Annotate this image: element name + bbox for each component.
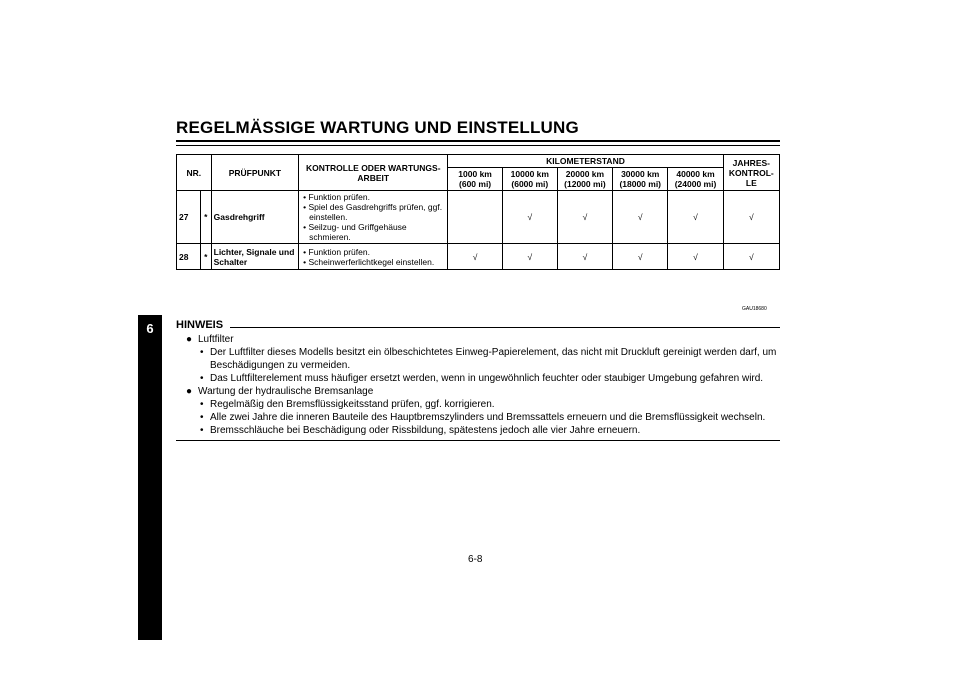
check-cell: √ xyxy=(502,191,557,244)
hinweis-rule xyxy=(230,327,780,328)
row-item: Gasdrehgriff xyxy=(211,191,299,244)
header-kontrolle: KONTROLLE ODER WARTUNGS-ARBEIT xyxy=(299,155,448,191)
table-header-row xyxy=(177,155,780,168)
check-cell: √ xyxy=(557,191,612,244)
check-cell: √ xyxy=(723,191,779,244)
check-cell: √ xyxy=(723,244,779,270)
note-subitem: • Regelmäßig den Bremsflüssigkeitsstand prüfen, ggf. korrigieren. xyxy=(200,399,495,410)
notes-bottom-rule xyxy=(176,440,780,441)
check-cell: √ xyxy=(613,191,668,244)
page-number: 6-8 xyxy=(468,554,483,565)
check-cell: √ xyxy=(668,191,723,244)
page-title: REGELMÄSSIGE WARTUNG UND EINSTELLUNG xyxy=(176,118,579,137)
row-number: 28 xyxy=(177,244,201,270)
action-item: • Seilzug- und Griffgehäuse schmieren. xyxy=(303,222,407,242)
header-km-40000: 40000 km (24000 mi) xyxy=(668,168,723,191)
bullet-icon: ● xyxy=(186,334,193,345)
header-km-20000: 20000 km (12000 mi) xyxy=(557,168,612,191)
action-item: • Funktion prüfen. xyxy=(303,246,370,257)
row-number: 27 xyxy=(177,191,201,244)
check-cell: √ xyxy=(557,244,612,270)
action-item: • Funktion prüfen. xyxy=(303,192,370,202)
check-cell: √ xyxy=(448,244,503,270)
note-subitem: • Alle zwei Jahre die inneren Bauteile des Hauptbremszylinders und Bremssattels erneuern und die Bremsflüssigkeit wechseln. xyxy=(200,412,766,423)
note-label: Luftfilter xyxy=(198,334,234,345)
note-subitem: • Bremsschläuche bei Beschädigung oder Rissbildung, spätestens jedoch alle vier Jahre erneuern. xyxy=(200,425,641,436)
bullet-icon: ● xyxy=(186,386,193,397)
row-item: Lichter, Signale und Schalter xyxy=(211,244,299,270)
table-row xyxy=(177,244,780,270)
check-cell: √ xyxy=(668,244,723,270)
header-kilometerstand: KILOMETERSTAND xyxy=(448,155,723,168)
note-label: Wartung der hydraulische Bremsanlage xyxy=(198,386,374,397)
header-km-1000: 1000 km (600 mi) xyxy=(448,168,503,191)
note-subitem: • Der Luftfilter dieses Modells besitzt ein ölbeschichtetes Einweg-Papierelement, das nicht mit Druckluft gereinigt werden darf, um Beschädigungen zu vermeiden. xyxy=(200,347,777,371)
header-jahreskontrolle: JAHRES-KONTROL-LE xyxy=(723,155,779,191)
hinweis-heading: HINWEIS xyxy=(176,319,224,331)
action-item: • Scheinwerferlichtkegel einstellen. xyxy=(303,256,435,267)
row-star: * xyxy=(200,191,211,244)
chapter-number: 6 xyxy=(146,321,154,336)
table-row xyxy=(177,191,780,244)
maintenance-table xyxy=(176,154,780,270)
check-cell: √ xyxy=(502,244,557,270)
title-rule xyxy=(176,140,780,142)
header-pruefpunkt: PRÜFPUNKT xyxy=(211,155,299,191)
row-actions xyxy=(299,191,448,244)
check-cell xyxy=(448,191,503,244)
document-code: GAU18680 xyxy=(742,306,767,312)
header-km-30000: 30000 km (18000 mi) xyxy=(613,168,668,191)
note-item xyxy=(186,385,780,398)
check-cell: √ xyxy=(613,244,668,270)
chapter-tab xyxy=(138,315,162,640)
note-subitem: • Das Luftfilterelement muss häufiger ersetzt werden, wenn in ungewöhnlich feuchter oder staubiger Umgebung gefahren wird. xyxy=(200,373,764,384)
header-nr: NR. xyxy=(177,155,212,191)
hinweis-notes xyxy=(186,333,780,437)
header-km-10000: 10000 km (6000 mi) xyxy=(502,168,557,191)
title-rule-thin xyxy=(176,145,780,146)
row-actions xyxy=(299,244,448,270)
note-item xyxy=(186,333,780,346)
row-star: * xyxy=(200,244,211,270)
action-item: • Spiel des Gasdrehgriffs prüfen, ggf. einstellen. xyxy=(303,202,443,222)
